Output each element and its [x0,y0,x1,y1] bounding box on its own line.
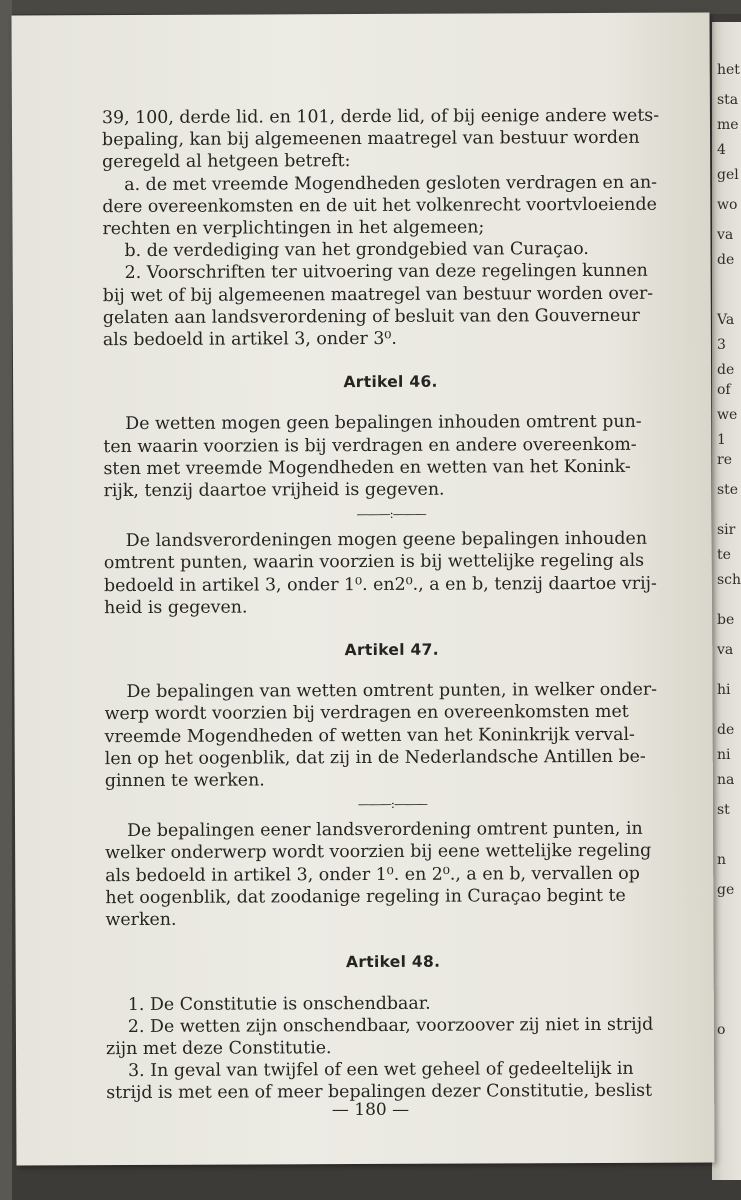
text-line: als bedoeld in artikel 3, onder 1⁰. en 2⁰., a en b, vervallen op [105,863,640,886]
adjacent-page-fragment: va [717,227,734,243]
text-line: rechten en verplichtingen in het algemeen; [102,217,485,240]
text-line: als bedoeld in artikel 3, onder 3⁰. [102,328,397,351]
adjacent-page-fragment: 1 [717,432,726,448]
text-line: werp wordt voorzien bij verdragen en overeenkomsten met [104,702,629,725]
adjacent-page-fragment: of [717,382,731,398]
text-line: het oogenblik, dat zoodanige regeling in Curaçao begint te [105,885,626,909]
text-line: De bepalingen eener landsverordening omtrent punten, in [127,819,643,842]
scan-edge-left [0,0,12,1200]
text-line: De bepalingen van wetten omtrent punten, in welker onder- [126,679,658,703]
adjacent-page-fragment: we [717,407,738,423]
adjacent-page-fragment: hi [717,682,731,698]
text-line: bepaling, kan bij algemeenen maatregel van bestuur worden [101,127,640,151]
text-line: bedoeld in artikel 3, onder 1⁰. en2⁰., a en b, tenzij daartoe vrij- [103,573,657,596]
adjacent-page-fragment: 3 [717,337,726,353]
text-line: 39, 100, derde lid. en 101, derde lid, of bij eenige andere wets- [101,105,660,129]
text-line: rijk, tenzij daartoe vrijheid is gegeven. [103,479,445,502]
text-line: 3. In geval van twijfel of een wet geheel of gedeeltelijk in [128,1058,634,1082]
text-line: De landsverordeningen mogen geene bepalingen inhouden [125,529,648,552]
text-line: ten waarin voorzien is bij verdragen en andere overeenkom- [103,434,637,457]
text-line: welker onderwerp wordt voorzien bij eene wettelijke regeling [105,841,652,864]
text-line: vreemde Mogendheden of wetten van het Koninkrijk verval- [104,724,635,747]
adjacent-page-fragment: wo [717,197,738,213]
adjacent-page-fragment: het [717,62,740,78]
section-separator: ———:——— [357,797,427,812]
adjacent-page-fragment: sta [717,92,739,108]
adjacent-page-fragment: gel [717,167,739,183]
section-separator: ———:——— [356,506,426,522]
adjacent-page-fragment: va [717,642,734,658]
adjacent-page-fragment: n [717,852,727,868]
adjacent-page-fragment: o [717,1022,726,1038]
text-line: gelaten aan landsverordening of besluit van den Gouverneur [102,305,640,328]
text-line: werken. [105,909,177,931]
text-line: omtrent punten, waarin voorzien is bij wettelijke regeling als [103,551,645,574]
adjacent-page-fragment: na [717,772,735,788]
adjacent-page-fragment: Va [717,312,735,328]
text-line: geregeld al hetgeen betreft: [102,151,351,173]
adjacent-page-fragment: ni [717,747,731,763]
adjacent-page-fragment: sch [717,572,741,588]
book-page [11,12,714,1165]
adjacent-page-fragment: ge [717,882,735,898]
adjacent-page-fragment: te [717,547,731,563]
text-line: b. de verdediging van het grondgebied van Curaçao. [124,239,589,262]
text-line: dere overeenkomsten en de uit het volkenrecht voortvloeiende [102,194,657,217]
adjacent-page-fragment: de [717,252,735,268]
adjacent-page-fragment: de [717,722,735,738]
page-number: — 180 — [331,1100,410,1120]
article-heading: Artikel 46. [343,372,438,392]
article-heading: Artikel 47. [344,640,439,660]
adjacent-page-edge [712,22,741,1180]
text-line: bij wet of bij algemeenen maatregel van bestuur worden over- [102,283,654,306]
text-line: zijn met deze Constitutie. [105,1038,332,1060]
page-text [102,105,681,1105]
adjacent-page-fragment: be [717,612,735,628]
text-line: 2. Voorschriften ter uitvoering van deze regelingen kunnen [124,261,648,284]
text-line: a. de met vreemde Mogendheden gesloten verdragen en an- [124,172,658,195]
text-line: De wetten mogen geen bepalingen inhouden omtrent pun- [125,412,642,435]
text-line: len op het oogenblik, dat zij in de Nederlandsche Antillen be- [104,746,646,770]
adjacent-page-fragment: ste [717,482,739,498]
adjacent-page-fragment: st [717,802,730,818]
text-line: ginnen te werken. [104,770,265,792]
article-heading: Artikel 48. [345,952,441,972]
adjacent-page-fragment: sir [717,522,736,538]
text-line: 1. De Constitutie is onschendbaar. [127,993,431,1015]
adjacent-page-fragment: me [717,117,739,133]
text-line: sten met vreemde Mogendheden en wetten van het Konink- [103,456,631,479]
adjacent-page-fragment: de [717,362,735,378]
text-line: heid is gegeven. [104,597,248,618]
adjacent-page-fragment: re [717,452,732,468]
text-line: 2. De wetten zijn onschendbaar, voorzoover zij niet in strijd [127,1014,654,1037]
text-line: strijd is met een of meer bepalingen dezer Constitutie, beslist [106,1081,653,1104]
adjacent-page-fragment: 4 [717,142,726,158]
